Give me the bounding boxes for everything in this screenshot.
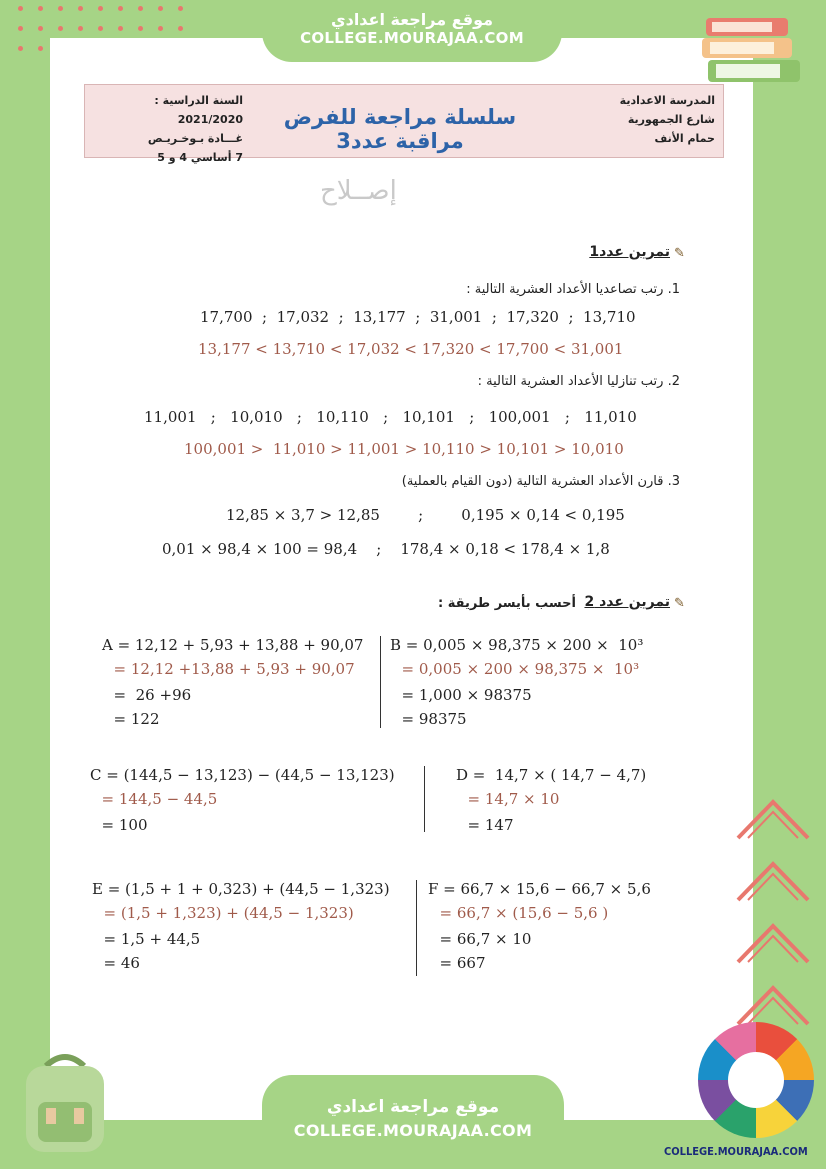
calc-D-line: = 147 [458,816,514,834]
ex1-question-1: 1. رتب تصاعديا الأعداد العشرية التالية : [466,282,680,297]
ex1-q3-line-1: 12,85 × 3,7 > 12,85 ; 0,195 × 0,14 < 0,195 [226,506,625,524]
top-banner-url[interactable]: COLLEGE.MOURAJAA.COM [300,29,524,47]
calc-C-line: C = (144,5 − 13,123) − (44,5 − 13,123) [90,766,395,784]
level-label: 7 أساسي 4 و 5 [157,151,243,164]
document-page [50,38,753,1120]
calc-A-line: = 26 +96 [104,686,192,704]
header-left-info [93,91,243,167]
ex1-q2-numbers: 11,001 ; 10,010 ; 10,110 ; 10,101 ; 100,001 ; 11,010 [144,408,637,426]
chevron-up-icon [730,852,816,912]
street-name: شارع الجمهورية [627,113,715,126]
divider-line [416,880,417,976]
calc-A-line: = 12,12 +13,88 + 5,93 + 90,07 [104,660,355,678]
bottom-banner[interactable] [262,1075,564,1169]
header-box [84,84,724,164]
exercise-2-title: تمرين عدد 2 [584,594,670,610]
site-logo-center [728,1052,784,1108]
top-banner[interactable] [262,0,562,62]
ex1-question-3: 3. قارن الأعداد العشرية التالية (دون القيام بالعملية) [401,474,680,489]
calc-B-line: B = 0,005 × 98,375 × 200 × 10³ [390,636,644,654]
calc-A-line: A = 12,12 + 5,93 + 13,88 + 90,07 [102,636,364,654]
calc-E-line: = (1,5 + 1,323) + (44,5 − 1,323) [94,904,354,922]
calc-D-line: = 14,7 × 10 [458,790,560,808]
exercise-1-title: تمرين عدد1 [589,244,670,260]
chevron-up-icon [730,790,816,850]
teacher-name: غـــادة بـوخـريـص [147,132,243,145]
bottom-banner-url[interactable]: COLLEGE.MOURAJAA.COM [293,1121,533,1140]
books-icon [700,14,804,94]
header-right-info [595,91,715,148]
calc-F-line: F = 66,7 × 15,6 − 66,7 × 5,6 [428,880,651,898]
pencil-icon: ✎ [674,596,685,611]
ex1-q2-answer: 100,001 > 11,010 > 11,001 > 10,110 > 10,101 > 10,010 [184,440,624,458]
page-title: سلسلة مراجعة للفرض مراقبة عدد3 [283,105,517,153]
pencil-icon: ✎ [674,246,685,261]
calc-E-line: = 46 [94,954,140,972]
ex1-q3-line-2: 0,01 × 98,4 × 100 = 98,4 ; 178,4 × 0,18 < 178,4 × 1,8 [162,540,610,558]
bottom-banner-arabic: موقع مراجعة اعدادي [326,1097,500,1117]
calc-F-line: = 667 [430,954,486,972]
calc-F-line: = 66,7 × (15,6 − 5,6 ) [430,904,609,922]
divider-line [380,636,381,728]
town-name: حمام الأنف [654,132,715,145]
ex1-q1-numbers: 17,700 ; 17,032 ; 13,177 ; 31,001 ; 17,320 ; 13,710 [200,308,636,326]
top-banner-arabic: موقع مراجعة اعدادي [330,10,494,29]
calc-E-line: = 1,5 + 44,5 [94,930,201,948]
school-name: المدرسة الاعدادية [619,94,715,107]
calc-C-line: = 100 [92,816,148,834]
calc-E-line: E = (1,5 + 1 + 0,323) + (44,5 − 1,323) [92,880,390,898]
correction-label: إصــلاح [320,176,397,206]
ex1-q1-answer: 13,177 < 13,710 < 17,032 < 17,320 < 17,700 < 31,001 [198,340,624,358]
calc-B-line: = 0,005 × 200 × 98,375 × 10³ [392,660,640,678]
chevron-up-icon [730,914,816,974]
calc-B-line: = 98375 [392,710,467,728]
calc-B-line: = 1,000 × 98375 [392,686,532,704]
site-logo-label[interactable]: COLLEGE.MOURAJAA.COM [664,1145,808,1158]
calc-C-line: = 144,5 − 44,5 [92,790,218,808]
ex1-question-2: 2. رتب تنازليا الأعداد العشرية التالية : [477,374,680,389]
year-label: السنة الدراسية : 2021/2020 [154,94,243,126]
calc-F-line: = 66,7 × 10 [430,930,532,948]
divider-line [424,766,425,832]
backpack-icon [16,1048,114,1156]
exercise-2-instruction: أحسب بأيسر طريقة : [437,596,576,611]
calc-A-line: = 122 [104,710,160,728]
calc-D-line: D = 14,7 × ( 14,7 − 4,7) [456,766,647,784]
